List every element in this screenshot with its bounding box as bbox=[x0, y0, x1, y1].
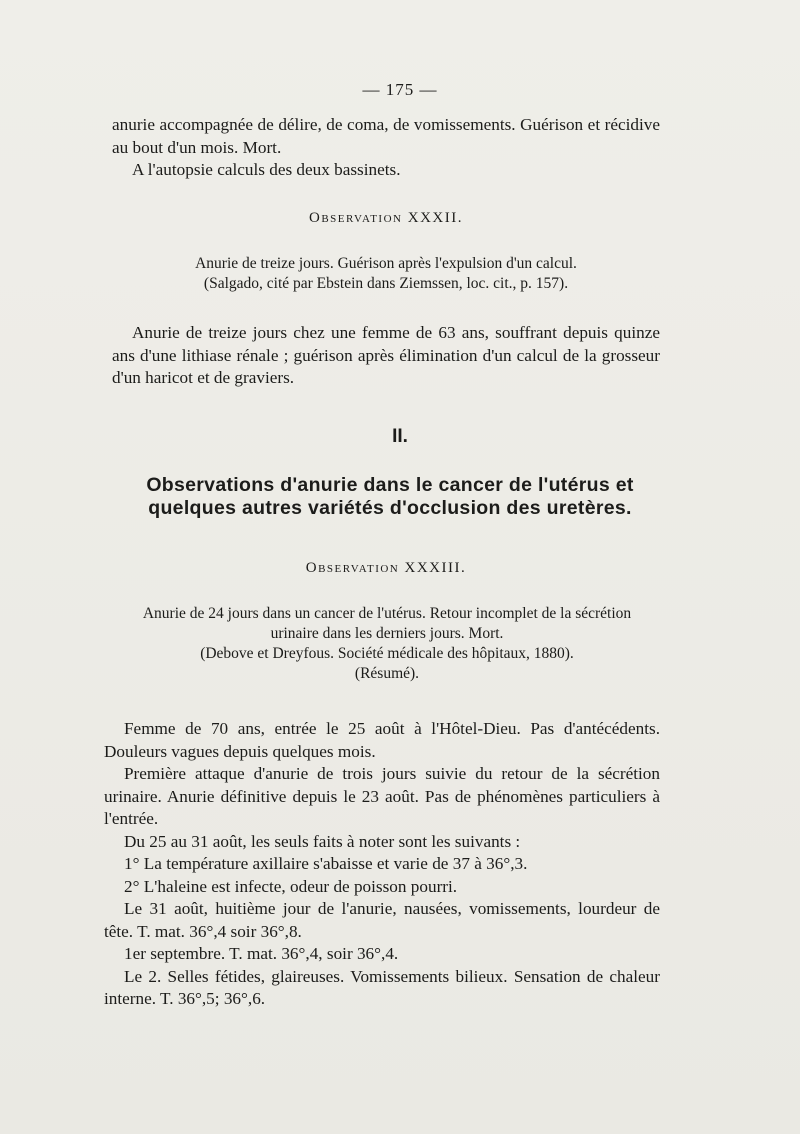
observation-32-header bbox=[112, 210, 660, 227]
paragraph: Le 31 août, huitième jour de l'anurie, nausées, vomissements, lourdeur de tête. T. mat. 36°,4 soir 36°,8. bbox=[104, 899, 660, 941]
intro-text bbox=[112, 114, 660, 182]
observation-subtitle: Anurie de treize jours. Guérison après l'expulsion d'un calcul. bbox=[195, 255, 577, 272]
observation-subtitle: Anurie de 24 jours dans un cancer de l'utérus. Retour incomplet de la sécrétion urinaire dans les derniers jours. Mort. bbox=[142, 605, 632, 642]
paragraph: Du 25 au 31 août, les seuls faits à noter sont les suivants : bbox=[124, 831, 521, 851]
observation-32-body bbox=[112, 322, 660, 390]
paragraph: Le 2. Selles fétides, glaireuses. Vomissements bilieux. Sensation de chaleur interne. T. 36°,5; 36°,6. bbox=[104, 966, 660, 1008]
observation-32-subtitle bbox=[112, 254, 660, 294]
observation-source: (Debove et Dreyfous. Société médicale des hôpitaux, 1880). bbox=[200, 645, 574, 662]
observation-title: Observation XXXII. bbox=[309, 210, 463, 226]
section-number: II. bbox=[392, 426, 408, 447]
section-title: Observations d'anurie dans le cancer de l'utérus et quelques autres variétés d'occlusion des uretères. bbox=[146, 474, 634, 519]
observation-title: Observation XXXIII. bbox=[305, 560, 467, 576]
page-number: — 175 — bbox=[362, 80, 438, 99]
paragraph: 1er septembre. T. mat. 36°,4, soir 36°,4. bbox=[124, 944, 399, 963]
paragraph: anurie accompagnée de délire, de coma, de vomissements. Guérison et récidive au bout d'un mois. Mort. bbox=[112, 115, 660, 157]
paragraph: A l'autopsie calculs des deux bassinets. bbox=[132, 160, 401, 179]
paragraph: Première attaque d'anurie de trois jours suivie du retour de la sécrétion urinaire. Anurie définitive depuis le 23 août. Pas de phénomènes particuliers à l'entrée. bbox=[104, 764, 660, 828]
list-item: 1° La température axillaire s'abaisse et varie de 37 à 36°,3. bbox=[124, 854, 528, 873]
observation-33-body bbox=[104, 718, 660, 1011]
observation-source: (Salgado, cité par Ebstein dans Ziemssen, loc. cit., p. 157). bbox=[203, 275, 569, 292]
observation-33-subtitle bbox=[130, 604, 644, 684]
observation-33-header bbox=[112, 560, 660, 577]
list-item: 2° L'haleine est infecte, odeur de poisson pourri. bbox=[124, 876, 458, 896]
paragraph: Femme de 70 ans, entrée le 25 août à l'Hôtel-Dieu. Pas d'antécédents. Douleurs vagues depuis quelques mois. bbox=[104, 719, 660, 761]
paragraph: Anurie de treize jours chez une femme de 63 ans, souffrant depuis quinze ans d'une lithiase rénale ; guérison après élimination d'un calcul de la grosseur d'un haricot et de graviers. bbox=[112, 323, 660, 387]
observation-note: (Résumé). bbox=[354, 665, 420, 682]
